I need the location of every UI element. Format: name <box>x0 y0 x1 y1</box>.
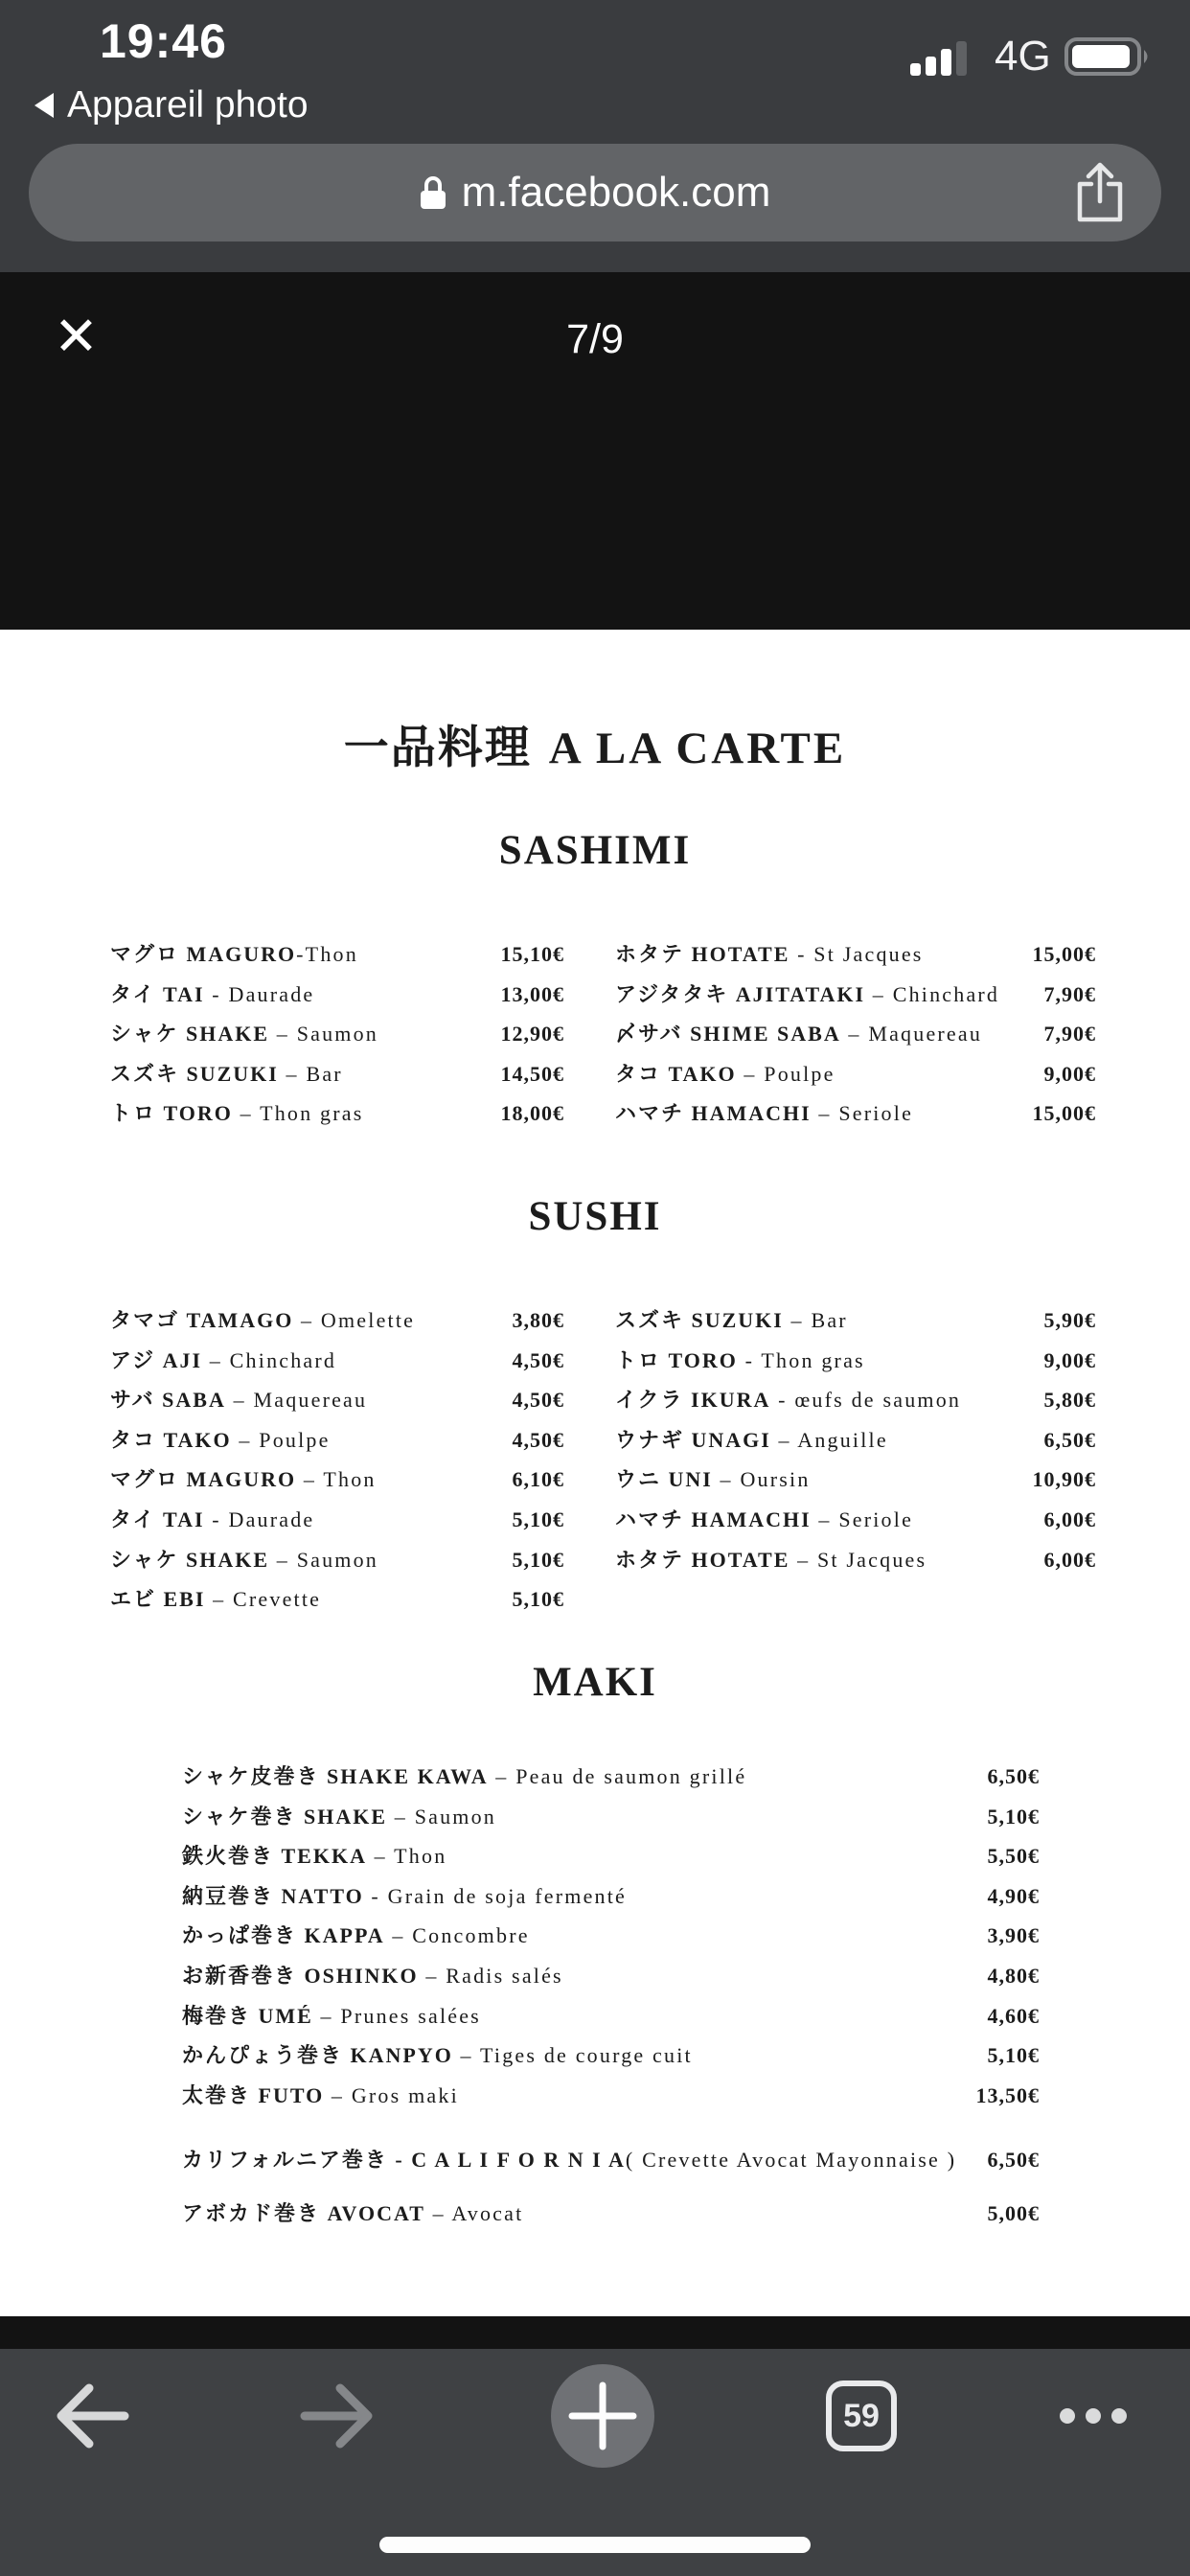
menu-title <box>0 712 1190 776</box>
browser-chrome <box>0 0 1190 272</box>
maki-column <box>182 1757 1040 2115</box>
status-icons <box>910 33 1155 80</box>
menu-item-price: 4,50€ <box>512 1427 564 1452</box>
sushi-right-column <box>615 1300 1096 1579</box>
menu-item-price: 9,00€ <box>1043 1061 1096 1086</box>
menu-item-price: 6,50€ <box>1043 1427 1096 1452</box>
menu-item-name: シャケ皮巻き SHAKE KAWA – Peau de saumon grillé <box>182 1764 747 1788</box>
menu-item-name: スズキ SUZUKI – Bar <box>110 1061 343 1086</box>
more-button[interactable] <box>1060 2408 1127 2424</box>
menu-item-name: ウナギ UNAGI – Anguille <box>615 1427 888 1452</box>
menu-item-price: 14,50€ <box>500 1061 564 1086</box>
menu-item-price: 4,50€ <box>512 1347 564 1372</box>
menu-item-name: かっぱ巻き KAPPA – Concombre <box>182 1923 530 1948</box>
menu-item-row <box>182 1876 1040 1917</box>
menu-item-row <box>182 2140 1040 2180</box>
maki-california-row <box>182 2140 1040 2180</box>
menu-item-name: ホタテ HOTATE – St Jacques <box>615 1547 927 1572</box>
menu-item-price: 6,10€ <box>512 1467 564 1492</box>
menu-item-name: トロ TORO - Thon gras <box>615 1347 865 1372</box>
menu-item-row <box>110 1341 564 1381</box>
menu-item-row <box>110 1500 564 1540</box>
menu-item-row <box>110 1300 564 1341</box>
menu-item-price: 12,90€ <box>500 1022 564 1046</box>
menu-item-row <box>110 975 564 1015</box>
menu-item-row <box>615 1420 1096 1460</box>
menu-item-price: 4,50€ <box>512 1388 564 1413</box>
maki-avocat-row <box>182 2194 1040 2234</box>
menu-item-row <box>110 1579 564 1620</box>
back-arrow-icon <box>48 2372 136 2460</box>
menu-item-row <box>110 1093 564 1134</box>
section-heading-sashimi: SASHIMI <box>498 828 692 873</box>
menu-item-name: タイ TAI - Daurade <box>110 1506 315 1531</box>
menu-item-price: 5,00€ <box>987 2201 1040 2225</box>
menu-item-name: スズキ SUZUKI – Bar <box>615 1308 848 1332</box>
menu-item-row <box>110 934 564 975</box>
menu-item-name: マグロ MAGURO-Thon <box>110 942 358 966</box>
menu-item-price: 7,90€ <box>1043 1022 1096 1046</box>
menu-item-price: 15,00€ <box>1032 1101 1096 1126</box>
lock-icon <box>420 173 446 212</box>
menu-item-row <box>182 2076 1040 2116</box>
menu-item-price: 5,10€ <box>512 1587 564 1612</box>
menu-item-row <box>110 1420 564 1460</box>
menu-item-row <box>182 1836 1040 1876</box>
menu-item-name: ホタテ HOTATE - St Jacques <box>615 942 924 966</box>
menu-item-name: ウニ UNI – Oursin <box>615 1467 811 1492</box>
back-button[interactable] <box>48 2372 136 2460</box>
menu-item-row <box>615 1540 1096 1580</box>
url-bar[interactable] <box>29 144 1161 242</box>
menu-item-name: シャケ SHAKE – Saumon <box>110 1022 379 1046</box>
menu-item-name: お新香巻き OSHINKO – Radis salés <box>182 1963 563 1988</box>
menu-item-name: タコ TAKO – Poulpe <box>615 1061 835 1086</box>
menu-item-name: タコ TAKO – Poulpe <box>110 1427 331 1452</box>
menu-item-row <box>110 1460 564 1500</box>
menu-item-name: マグロ MAGURO – Thon <box>110 1467 377 1492</box>
menu-item-row <box>615 934 1096 975</box>
menu-item-price: 6,00€ <box>1043 1506 1096 1531</box>
forward-button[interactable] <box>293 2372 381 2460</box>
menu-item-price: 5,10€ <box>512 1547 564 1572</box>
menu-item-name: ハマチ HAMACHI – Seriole <box>615 1506 914 1531</box>
menu-item-name: 太巻き FUTO – Gros maki <box>182 2082 459 2107</box>
menu-item-price: 13,50€ <box>975 2082 1040 2107</box>
share-button[interactable] <box>1075 161 1125 224</box>
menu-item-price: 18,00€ <box>500 1101 564 1126</box>
menu-item-name: イクラ IKURA - œufs de saumon <box>615 1388 962 1413</box>
menu-item-row <box>182 1996 1040 2036</box>
menu-item-price: 13,00€ <box>500 981 564 1006</box>
menu-item-price: 6,50€ <box>987 1764 1040 1788</box>
menu-item-row <box>110 1054 564 1094</box>
menu-item-row <box>182 2036 1040 2076</box>
menu-item-row <box>182 1757 1040 1797</box>
menu-item-name: 納豆巻き NATTO - Grain de soja fermenté <box>182 1883 628 1908</box>
plus-icon <box>567 2380 638 2451</box>
menu-item-price: 5,10€ <box>987 1804 1040 1828</box>
url-text: m.facebook.com <box>461 169 771 216</box>
menu-item-name: タマゴ TAMAGO – Omelette <box>110 1308 416 1332</box>
menu-item-row <box>615 1014 1096 1054</box>
sashimi-right-column <box>615 934 1096 1134</box>
menu-item-price: 7,90€ <box>1043 981 1096 1006</box>
menu-item-row <box>615 1341 1096 1381</box>
menu-item-name: サバ SABA – Maquereau <box>110 1388 368 1413</box>
signal-strength-icon <box>910 36 981 77</box>
menu-photo <box>0 630 1190 2316</box>
tab-count-badge: 59 <box>826 2380 897 2451</box>
menu-item-name: 鉄火巻き TEKKA – Thon <box>182 1844 447 1869</box>
menu-title-latin: A LA CARTE <box>548 724 847 773</box>
menu-item-price: 3,90€ <box>987 1923 1040 1948</box>
menu-item-row <box>182 1797 1040 1837</box>
menu-item-price: 5,10€ <box>512 1506 564 1531</box>
menu-item-price: 10,90€ <box>1032 1467 1096 1492</box>
menu-item-name: シャケ巻き SHAKE – Saumon <box>182 1804 497 1828</box>
menu-title-jp: 一品料理 <box>343 724 532 773</box>
menu-item-row <box>182 1956 1040 1996</box>
menu-item-price: 6,50€ <box>987 2148 1040 2172</box>
menu-item-name: アジ AJI – Chinchard <box>110 1347 337 1372</box>
menu-item-row <box>110 1380 564 1420</box>
new-tab-button[interactable] <box>551 2364 654 2468</box>
menu-item-row <box>615 1093 1096 1134</box>
sashimi-left-column <box>110 934 564 1134</box>
menu-item-name: エビ EBI – Crevette <box>110 1587 322 1612</box>
status-time: 19:46 <box>100 14 227 68</box>
menu-item-price: 4,60€ <box>987 2003 1040 2028</box>
menu-item-name: 梅巻き UMÉ – Prunes salées <box>182 2003 481 2028</box>
home-indicator[interactable] <box>379 2537 811 2553</box>
menu-item-name: アジタタキ AJITATAKI – Chinchard <box>615 981 1000 1006</box>
menu-item-row <box>182 1916 1040 1956</box>
close-button[interactable]: ✕ <box>54 306 99 368</box>
back-to-app-label: Appareil photo <box>67 84 309 126</box>
menu-item-price: 6,00€ <box>1043 1547 1096 1572</box>
ellipsis-icon <box>1060 2408 1127 2424</box>
photo-viewer <box>0 272 1190 2349</box>
section-heading-maki: MAKI <box>533 1660 657 1705</box>
battery-icon <box>1064 36 1155 77</box>
menu-item-name: トロ TORO – Thon gras <box>110 1101 364 1126</box>
menu-item-row <box>615 1500 1096 1540</box>
back-to-app-button[interactable] <box>34 84 309 126</box>
forward-arrow-icon <box>293 2372 381 2460</box>
menu-item-price: 9,00€ <box>1043 1347 1096 1372</box>
menu-item-name: かんぴょう巻き KANPYO – Tiges de courge cuit <box>182 2043 693 2068</box>
tabs-button[interactable] <box>826 2380 897 2451</box>
photo-counter: 7/9 <box>566 316 624 362</box>
network-type-label: 4G <box>995 33 1051 80</box>
menu-item-price: 15,00€ <box>1032 942 1096 966</box>
menu-item-price: 5,80€ <box>1043 1388 1096 1413</box>
menu-item-name: カリフォルニア巻き - C A L I F O R N I A( Crevette Avocat Mayonnaise ) <box>182 2148 957 2172</box>
menu-item-row <box>615 1380 1096 1420</box>
share-icon <box>1075 161 1125 224</box>
menu-item-row <box>615 1460 1096 1500</box>
menu-item-row <box>615 1300 1096 1341</box>
menu-item-name: タイ TAI - Daurade <box>110 981 315 1006</box>
menu-item-price: 5,90€ <box>1043 1308 1096 1332</box>
menu-item-row <box>615 1054 1096 1094</box>
menu-item-price: 3,80€ <box>512 1308 564 1332</box>
menu-item-price: 5,10€ <box>987 2043 1040 2068</box>
menu-item-name: 〆サバ SHIME SABA – Maquereau <box>615 1022 983 1046</box>
menu-item-row <box>182 2194 1040 2234</box>
menu-item-price: 4,90€ <box>987 1883 1040 1908</box>
menu-item-price: 15,10€ <box>500 942 564 966</box>
sushi-left-column <box>110 1300 564 1620</box>
section-heading-sushi: SUSHI <box>528 1194 662 1239</box>
menu-item-price: 4,80€ <box>987 1963 1040 1988</box>
menu-item-name: ハマチ HAMACHI – Seriole <box>615 1101 914 1126</box>
menu-item-name: アボカド巻き AVOCAT – Avocat <box>182 2201 524 2225</box>
menu-item-name: シャケ SHAKE – Saumon <box>110 1547 379 1572</box>
back-triangle-icon <box>34 93 54 118</box>
menu-item-row <box>110 1540 564 1580</box>
menu-item-row <box>110 1014 564 1054</box>
menu-item-price: 5,50€ <box>987 1844 1040 1869</box>
browser-toolbar <box>0 2349 1190 2576</box>
menu-item-row <box>615 975 1096 1015</box>
